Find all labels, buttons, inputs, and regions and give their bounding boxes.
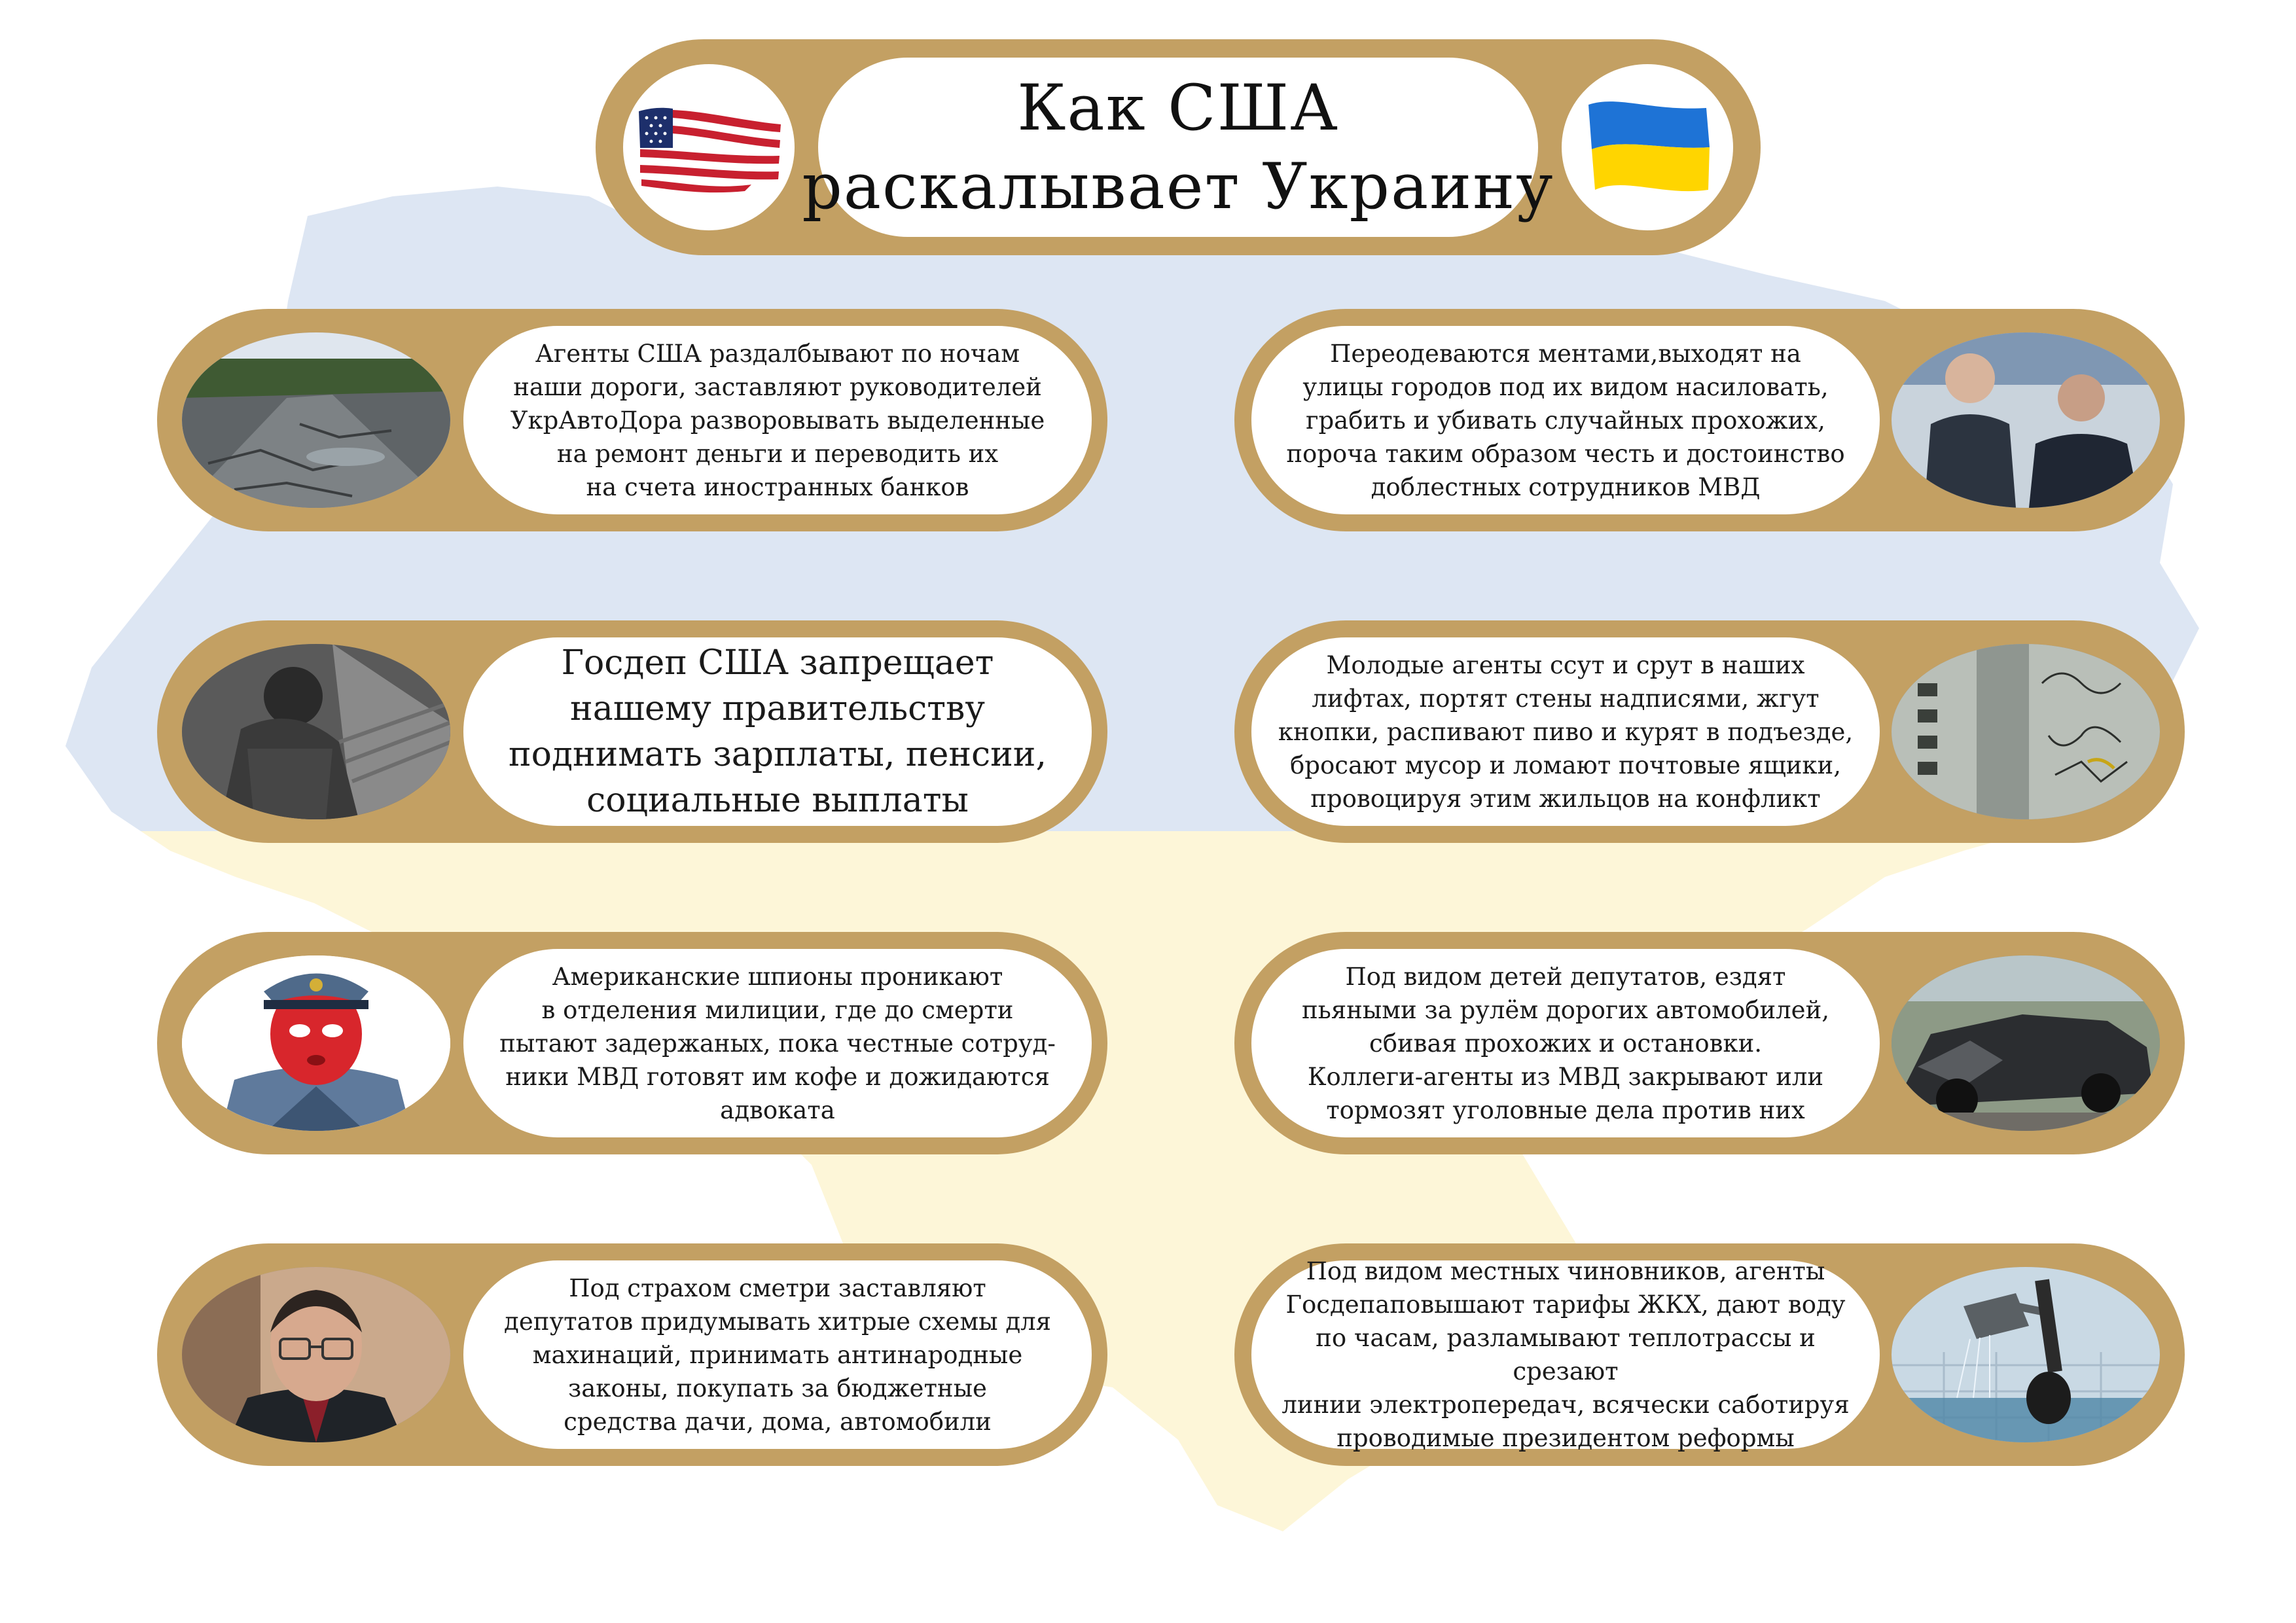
card-spies: [157, 932, 1107, 1154]
masked-police-cartoon: [182, 955, 450, 1131]
card-text: Под видом детей депутатов, ездят пьяными за рулём дорогих автомобилей, сбивая прохожих и остановки. Коллеги-агенты из МВД закрывают или тормозят уголовные дела против них: [1302, 962, 1829, 1124]
title-banner: [596, 39, 1761, 255]
card-utilities: [1234, 1243, 2185, 1466]
card-text-box: [463, 637, 1092, 826]
ukraine-flag-icon: [1579, 92, 1716, 203]
card-text-box: [1251, 1257, 1880, 1452]
card-text: Под страхом сметри заставляют депутатов придумывать хитрые схемы для махинаций, принимать антинародные законы, покупать за бюджетные средства дачи, дома, автомобили: [504, 1274, 1051, 1436]
card-fake-police: [1234, 309, 2185, 531]
card-text: Переодеваются ментами,выходят на улицы городов под их видом насиловать, грабить и убивать случайных прохожих, пороча таким образом честь и достоинство доблестных сотрудников МВД: [1286, 339, 1845, 501]
vandalized-elevator-photo: [1892, 644, 2160, 819]
card-text-box: [1251, 637, 1880, 826]
crashed-car-photo: [1892, 955, 2160, 1131]
two-men-photo: [1892, 332, 2160, 508]
card-roads: [157, 309, 1107, 531]
old-woman-photo: [182, 644, 450, 819]
card-text-box: [1251, 326, 1880, 514]
title-text-box: [802, 58, 1554, 237]
card-salaries: [157, 620, 1107, 843]
page-title-line-2: раскалывает Украину: [802, 150, 1554, 223]
card-elevators: [1234, 620, 2185, 843]
card-text-box: [1251, 949, 1880, 1137]
card-text-box: [463, 326, 1092, 514]
card-text: Молодые агенты ссут и срут в наших лифтах, портят стены надписями, жгут кнопки, распивают пиво и курят в подъезде, бросают мусор и ломают почтовые ящики, провоцируя этим жильцов на конфликт: [1278, 651, 1854, 813]
damaged-road-photo: [182, 332, 450, 508]
card-text: Американские шпионы проникают в отделения милиции, где до смерти пытают задержаных, пока честные сотруд- ники МВД готовят им кофе и дожидаются адвоката: [499, 962, 1056, 1124]
us-flag-icon: [634, 98, 784, 196]
card-deputies-children: [1234, 932, 2185, 1154]
card-text-box: [463, 1260, 1092, 1449]
card-text: Под видом местных чиновников, агенты Госдепаповышают тарифы ЖКХ, дают воду по часам, разламывают теплотрассы и срезают линии электропередач, всячески саботируя проводимые президентом реформы: [1282, 1257, 1850, 1452]
watering-can-shower-photo: [1892, 1267, 2160, 1442]
card-text: Агенты США раздалбывают по ночам наши дороги, заставляют руководителей УкрАвтоДора разворовывать выделенные на ремонт деньги и переводить их на счета иностранных банков: [510, 339, 1045, 501]
ukraine-flag-badge: [1562, 64, 1733, 230]
official-portrait-photo: [182, 1267, 450, 1442]
us-flag-badge: [623, 64, 795, 230]
card-text: Госдеп США запрещает нашему правительству поднимать зарплаты, пенсии, социальные выплаты: [509, 643, 1047, 820]
card-text-box: [463, 949, 1092, 1137]
card-schemes: [157, 1243, 1107, 1466]
page-title-line-1: Как США: [1017, 71, 1339, 145]
